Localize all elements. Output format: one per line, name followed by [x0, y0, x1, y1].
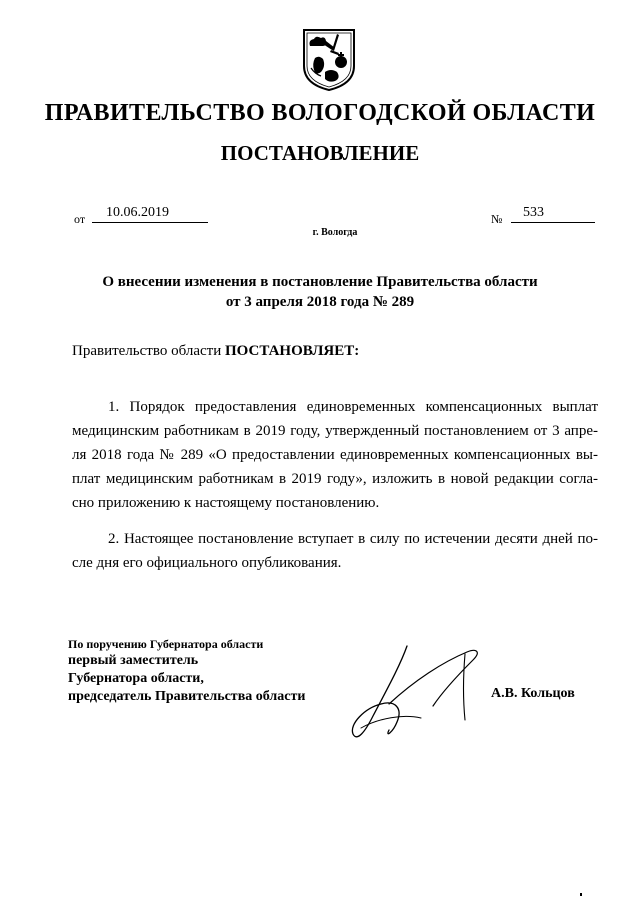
subject-line: О внесении изменения в постановление Правительства области — [102, 274, 538, 290]
organization-title: ПРАВИТЕЛЬСТВО ВОЛОГОДСКОЙ ОБЛАСТИ — [44, 100, 596, 126]
document-subject — [60, 272, 580, 312]
text-line: ля 2018 года № 289 «О предоставлении единовременных компенсационных вы- — [72, 447, 598, 463]
city-label: г. Вологда — [312, 227, 358, 238]
signature-line: первый заместитель — [68, 653, 199, 668]
document-type-title: ПОСТАНОВЛЕНИЕ — [220, 141, 420, 165]
signature-line: По поручению Губернатора области — [68, 637, 264, 651]
handwritten-signature-icon — [345, 638, 495, 748]
signature-block — [68, 636, 305, 706]
signer-name: А.В. Кольцов — [491, 686, 575, 701]
text-line: сно приложению к настоящему постановлению. — [72, 495, 380, 511]
preamble-emphasis: ПОСТАНОВЛЯЕТ: — [224, 343, 360, 359]
paragraph-2 — [72, 527, 598, 575]
text-line: 2. Настоящее постановление вступает в силу по истечении десяти дней по- — [108, 531, 598, 547]
subject-line: от 3 апреля 2018 года № 289 — [225, 294, 415, 310]
document-number: 533 — [511, 206, 595, 223]
date-prefix: от — [74, 212, 86, 226]
preamble — [72, 343, 359, 360]
signature-line: председатель Правительства области — [68, 689, 306, 704]
text-line: 1. Порядок предоставления единовременных компенсационных выплат — [108, 399, 598, 415]
preamble-text: Правительство области — [72, 343, 225, 359]
text-line: сле дня его официального опубликования. — [72, 555, 342, 571]
coat-of-arms-icon — [301, 28, 357, 92]
page-mark — [580, 893, 582, 896]
text-line: плат медицинским работникам в 2019 году», изложить в новой редакции согла- — [72, 471, 598, 487]
text-line: медицинским работникам в 2019 году, утвержденный постановлением от 3 апре- — [72, 423, 598, 439]
number-prefix: № — [491, 212, 503, 226]
paragraph-1 — [72, 395, 598, 515]
signature-line: Губернатора области, — [68, 671, 204, 686]
document-date: 10.06.2019 — [92, 206, 208, 223]
